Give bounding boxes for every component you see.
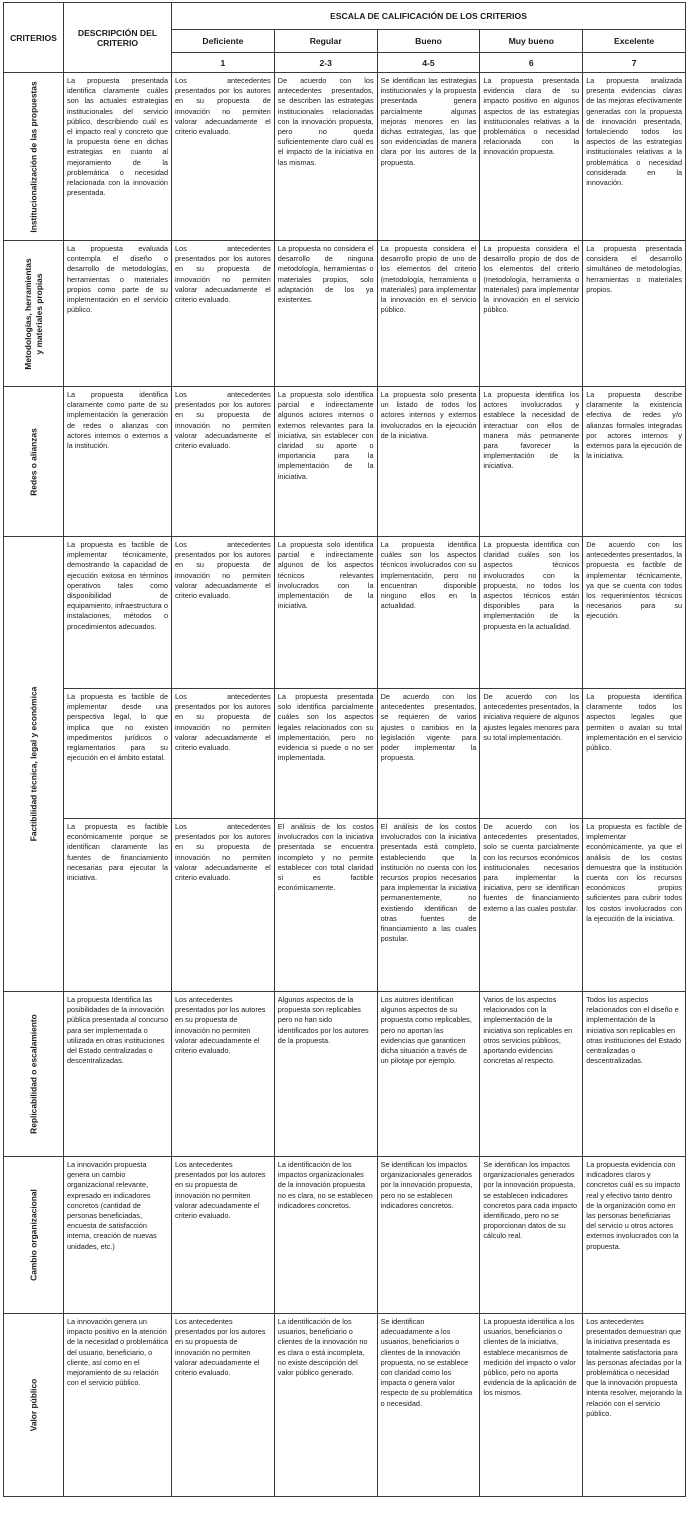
header-level-muy-bueno: Muy bueno [480,30,583,53]
level-cell-muy-bueno: La propuesta identifica con claridad cuáles son los aspectos técnicos involucrados con la propuesta, no todos los aspectos técnicos están disponibles para la implementación de la propuesta en la actualidad. [480,537,583,689]
table-row [4,241,686,387]
level-cell-excelente: La propuesta es factible de implementar económicamente, ya que el análisis de los costos demuestra que la institución cuenta con los recursos económicos propios suficientes para cubrir todos los costos involucrados con la ejecución de la iniciativa. [583,819,686,992]
criterion-name: Cambio organizacional [28,1189,38,1281]
header-score-bueno: 4-5 [377,53,480,73]
header-criterios: CRITERIOS [4,3,64,73]
level-cell-bueno: Se identifican adecuadamente a los usuarios, beneficiarios o clientes de la innovación propuesta, no se establece con claridad como los impacta o genera valor respecto de su problemática o necesidad. [377,1314,480,1497]
header-level-excelente: Excelente [583,30,686,53]
criterion-cell [4,73,64,241]
criterion-description: La innovación propuesta genera un cambio organizacional relevante, expresado en indicadores concretos (cantidad de personas beneficiadas, encuesta de satisfacción interna, creación de nuevas unidades, etc.) [64,1157,172,1314]
table-row [4,689,686,819]
criterion-description: La propuesta es factible económicamente porque se identifican claramente las fuentes de financiamiento necesarias para ejecutar la iniciativa. [64,819,172,992]
level-cell-excelente: La propuesta describe claramente la existencia efectiva de redes y/o alianzas formales integradas por actores internos y externos para la ejecución de la iniciativa. [583,387,686,537]
level-cell-muy-bueno: Varios de los aspectos relacionados con la implementación de la iniciativa son replicables en otros servicios públicos, aportando evidencias concretas al respecto. [480,992,583,1157]
level-cell-deficiente: Los antecedentes presentados por los autores en su propuesta de innovación no permiten valorar adecuadamente el criterio evaluado. [172,992,275,1157]
criterion-description: La propuesta es factible de implementar técnicamente, demostrando la capacidad de ejecución exitosa en términos operativos tales como disponibilidad de equipamiento, infraestructura o instalaciones, métodos o procedimientos adecuados. [64,537,172,689]
level-cell-bueno: La propuesta considera el desarrollo propio de uno de los elementos del criterio (metodología, herramienta o materiales) para implementar la innovación en el servicio público. [377,241,480,387]
criterion-name [23,258,45,369]
level-cell-muy-bueno: De acuerdo con los antecedentes presentados, solo se cuenta parcialmente con los recursos económicos institucionales necesarios para implementar la iniciativa, pero se identifican fuentes de financiamiento externo a las cuales postular. [480,819,583,992]
level-cell-regular: La identificación de los usuarios, beneficiario o clientes de la innovación no es clara o está incompleta, no existe descripción del valor público generado. [274,1314,377,1497]
criterion-name-line: Metodologías, herramientas [22,257,33,370]
level-cell-muy-bueno: Se identifican los impactos organizacionales generados por la innovación propuesta, se establecen indicadores concretos para cada impacto identificado, pero no se proporcionan datos de su cálculo real. [480,1157,583,1314]
criterion-name: Redes o alianzas [28,427,38,496]
table-row [4,73,686,241]
criterion-cell [4,1157,64,1314]
criterion-cell [4,537,64,992]
level-cell-muy-bueno: La propuesta identifica los actores involucrados y establece la necesidad de interactuar con ellos de manera más permanente para favorecer la implementación de la iniciativa. [480,387,583,537]
criterion-cell [4,1314,64,1497]
level-cell-excelente: La propuesta evidencia con indicadores claros y concretos cuál es su impacto real y efectivo tanto dentro de la organización como en las personas beneficiarias del servicio u otros actores externos involucrados con la propuesta. [583,1157,686,1314]
evaluation-rubric-table [3,2,686,1497]
level-cell-deficiente: Los antecedentes presentados por los autores en su propuesta de innovación no permiten valorar adecuadamente el criterio evaluado. [172,819,275,992]
criterion-description: La propuesta Identifica las posibilidades de la innovación pública presentada al concurso para ser implementada o utilizada en otras instituciones del Estado centralizadas o descentralizadas. [64,992,172,1157]
level-cell-regular: Algunos aspectos de la propuesta son replicables pero no han sido identificados por los autores de la propuesta. [274,992,377,1157]
header-level-regular: Regular [274,30,377,53]
header-score-regular: 2-3 [274,53,377,73]
criterion-name: Replicabilidad o escalamiento [28,1014,38,1134]
level-cell-bueno: La propuesta identifica cuáles son los aspectos técnicos involucrados con su implementación, pero no encuentran disponible ninguno ellos en la actualidad. [377,537,480,689]
level-cell-excelente: De acuerdo con los antecedentes presentados, la propuesta es factible de implementar técnicamente, ya que se cuenta con todos los requerimientos técnicos necesarios para su ejecución. [583,537,686,689]
criterion-name: Factibilidad técnica, legal y económica [28,686,38,842]
level-cell-deficiente: Los antecedentes presentados por los autores en su propuesta de innovación no permiten valorar adecuadamente el criterio evaluado. [172,1314,275,1497]
criterion-cell [4,992,64,1157]
table-row [4,537,686,689]
level-cell-regular: La propuesta presentada solo identifica parcialmente cuáles son los aspectos legales relacionados con su implementación, pero no evidencia si puede o no ser implementada. [274,689,377,819]
criterion-name: Institucionalización de las propuestas [28,80,38,233]
level-cell-excelente: Todos los aspectos relacionados con el diseño e implementación de la iniciativa son replicables en otras instituciones del Estado centralizadas o descentralizadas. [583,992,686,1157]
level-cell-bueno: Se identifican las estrategias institucionales y la propuesta presentada genera parcialmente algunas mejoras menores en las dichas estrategias, las que son evidenciadas de manera clara por los autores de la propuesta. [377,73,480,241]
level-cell-excelente: La propuesta analizada presenta evidencias claras de las mejoras efectivamente generadas con la propuesta de innovación presentada, fortaleciendo todos los aspectos de las estrategias institucionales relativas a la problemática o necesidad considerada en la innovación. [583,73,686,241]
level-cell-deficiente: Los antecedentes presentados por los autores en su propuesta de innovación no permiten valorar adecuadamente el criterio evaluado. [172,241,275,387]
table-row [4,1314,686,1497]
criterion-description: La propuesta identifica claramente como parte de su implementación la generación de redes o alianzas con actores internos o externos a la institución. [64,387,172,537]
level-cell-bueno: Los autores identifican algunos aspectos de su propuesta como replicables, pero no aportan las evidencias que garanticen dicha situación a través de un pilotaje por ejemplo. [377,992,480,1157]
level-cell-regular: La propuesta solo identifica parcial e indirectamente algunos actores internos o externos relevantes para la iniciativa, sin establecer con claridad su aporte o importancia para la implementación de la iniciativa. [274,387,377,537]
level-cell-deficiente: Los antecedentes presentados por los autores en su propuesta de innovación no permiten valorar adecuadamente el criterio evaluado. [172,537,275,689]
level-cell-excelente: Los antecedentes presentados demuestran que la iniciativa presentada es totalmente satisfactoria para las personas afectadas por la problemática o necesidad que la innovación propuesta intenta resolver, mejorando la relación con el servicio público. [583,1314,686,1497]
criterion-cell [4,241,64,387]
criterion-name: Valor público [28,1378,38,1432]
header-score-deficiente: 1 [172,53,275,73]
level-cell-muy-bueno: La propuesta identifica a los usuarios, beneficiarios o clientes de la iniciativa, establece mecanismos de medición del impacto o valor público, pero no aporta evidencia de la aplicación de los mismos. [480,1314,583,1497]
table-header [4,3,686,73]
level-cell-excelente: La propuesta identifica claramente todos los aspectos legales que permiten o avalan su total implementación en el servicio público. [583,689,686,819]
criterion-name-line: y materiales propias [33,273,44,355]
criterion-description: La propuesta evaluada contempla el diseño o desarrollo de metodologías, herramientas o materiales propios como parte de su implementación en el servicio público. [64,241,172,387]
header-scale-title: ESCALA DE CALIFICACIÓN DE LOS CRITERIOS [172,3,686,30]
criterion-cell [4,387,64,537]
level-cell-bueno: Se identifican los impactos organizacionales generados por la innovación propuesta, pero no se establecen indicadores concretos. [377,1157,480,1314]
level-cell-deficiente: Los antecedentes presentados por los autores en su propuesta de innovación no permiten valorar adecuadamente el criterio evaluado. [172,1157,275,1314]
level-cell-bueno: De acuerdo con los antecedentes presentados, se requieren de varios ajustes o cambios en la legislación vigente para poder implementar la propuesta. [377,689,480,819]
level-cell-regular: El análisis de los costos involucrados con la iniciativa presentada se encuentra incompleto y no permite establecer con total claridad si es factible económicamente. [274,819,377,992]
header-level-deficiente: Deficiente [172,30,275,53]
table-row [4,819,686,992]
header-descripcion: DESCRIPCIÓN DEL CRITERIO [64,3,172,73]
criterion-description: La innovación genera un impacto positivo en la atención de la necesidad o problemática del usuario, beneficiario, o cliente, así como en el mejoramiento de su relación con el servicio público. [64,1314,172,1497]
table-row [4,1157,686,1314]
level-cell-deficiente: Los antecedentes presentados por los autores en su propuesta de innovación no permiten valorar adecuadamente el criterio evaluado. [172,689,275,819]
level-cell-deficiente: Los antecedentes presentados por los autores en su propuesta de innovación no permiten valorar adecuadamente el criterio evaluado. [172,73,275,241]
level-cell-muy-bueno: De acuerdo con los antecedentes presentados, la iniciativa requiere de algunos ajustes legales menores para su total implementación. [480,689,583,819]
level-cell-regular: La identificación de los impactos organizacionales de la innovación propuesta no es clara, no se establecen indicadores concretos. [274,1157,377,1314]
level-cell-regular: La propuesta no considera el desarrollo de ninguna metodología, herramientas o materiales propios, solo adaptación de los ya existentes. [274,241,377,387]
level-cell-deficiente: Los antecedentes presentados por los autores en su propuesta de innovación no permiten valorar adecuadamente el criterio evaluado. [172,387,275,537]
level-cell-regular: La propuesta solo identifica parcial e indirectamente algunos de los aspectos técnicos relevantes involucrados con la implementación de la iniciativa. [274,537,377,689]
level-cell-bueno: La propuesta solo presenta un listado de todos los actores internos y externos involucrados en la ejecución de la iniciativa. [377,387,480,537]
header-score-excelente: 7 [583,53,686,73]
level-cell-regular: De acuerdo con los antecedentes presentados, se describen las estrategias institucionales relacionadas con la innovación propuesta, pero no queda suficientemente claro cuál es el impacto de la iniciativa en las mismas. [274,73,377,241]
level-cell-bueno: El análisis de los costos involucrados con la iniciativa presentada está completo, estableciendo que la institución no cuenta con los recursos propios necesarios para implementar la iniciativa permanentemente, no existiendo identifican de otras fuentes de financiamiento a las cuales postular. [377,819,480,992]
level-cell-muy-bueno: La propuesta presentada evidencia clara de su impacto positivo en algunos aspectos de las estrategias institucionales relativas a la problemática o necesidad relacionada con la innovación propuesta. [480,73,583,241]
table-body [4,73,686,1497]
table-row [4,387,686,537]
level-cell-muy-bueno: La propuesta considera el desarrollo propio de dos de los elementos del criterio (metodología, herramienta o materiales) para implementar la innovación en el servicio público. [480,241,583,387]
header-level-bueno: Bueno [377,30,480,53]
criterion-description: La propuesta presentada identifica claramente cuáles son las actuales estrategias institucionales del servicio público, describiendo cuál es el impacto real y concreto que la propuesta tiene en dichas estrategias en cuanto al mejoramiento de la problemática o necesidad relacionada con la innovación presentada. [64,73,172,241]
level-cell-excelente: La propuesta presentada considera el desarrollo simultáneo de metodologías, herramientas o materiales propios. [583,241,686,387]
table-row [4,992,686,1157]
header-score-muy-bueno: 6 [480,53,583,73]
criterion-description: La propuesta es factible de implementar desde una perspectiva legal, lo que implica que no existen impedimentos jurídicos o reglamentarios para su ejecución en el ámbito estatal. [64,689,172,819]
